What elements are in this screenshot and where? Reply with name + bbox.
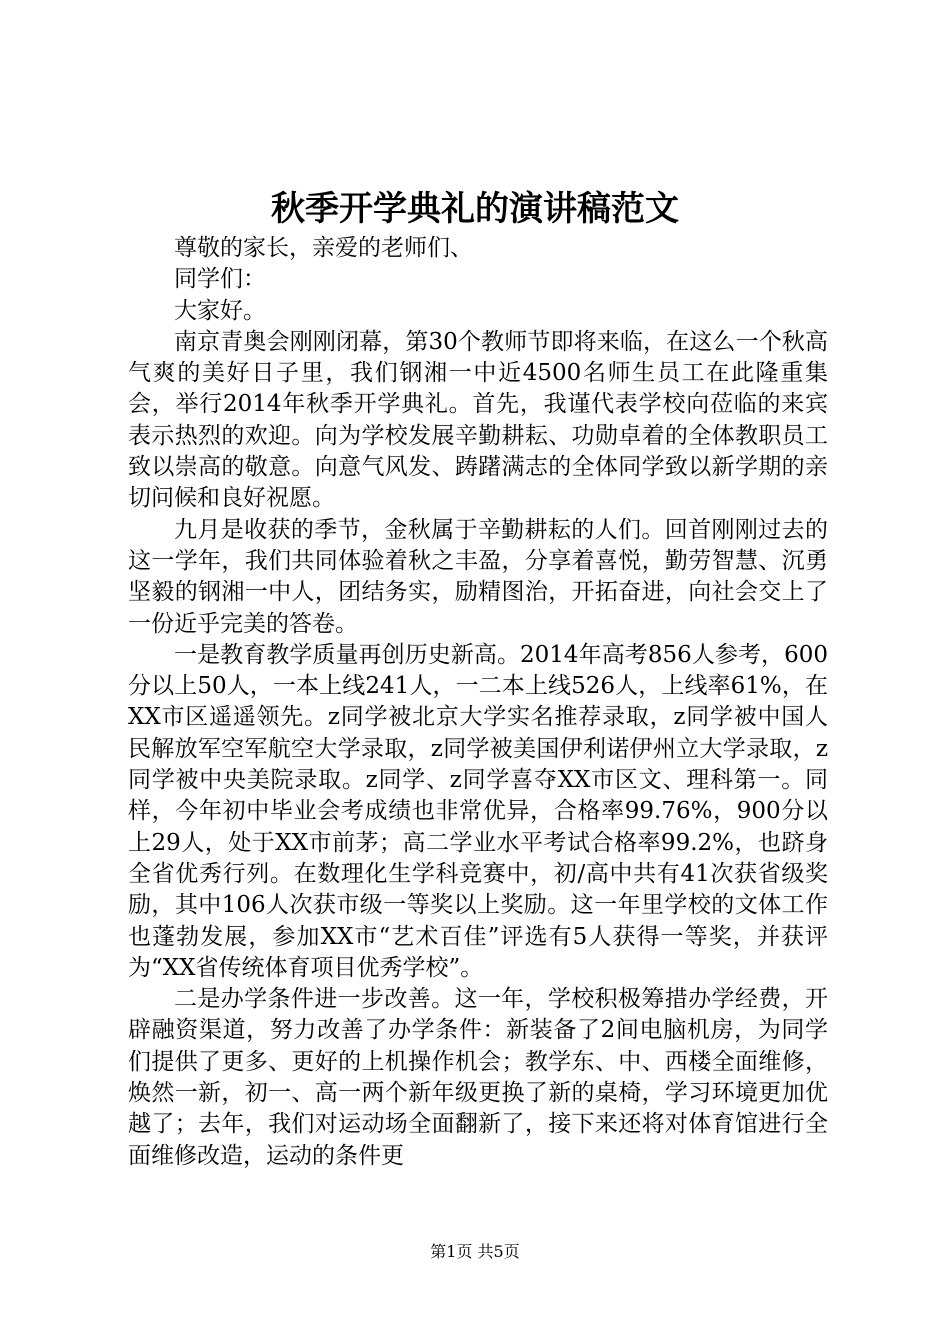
document-title: 秋季开学典礼的演讲稿范文 (271, 189, 679, 229)
greeting-line: 大家好。 (174, 297, 266, 324)
salutation-line: 尊敬的家长，亲爱的老师们、 (174, 235, 473, 261)
salutation-line: 同学们： (174, 266, 266, 293)
body-paragraph: 一是教育教学质量再创历史新高。2014年高考856人参考，600分以上50人，一本上线241人，一二本上线526人，上线率61%，在XX市区遥遥领先。z同学被北京大学实名推荐录取，z同学被中国人民解放军空军航空大学录取，z同学被美国伊利诺伊州立大学录取，z同学被中央美院录取。z同学、z同学喜夺XX市区文、理科第一。同样，今年初中毕业会考成绩也非常优异，合格率99.76%，900分以上29人，处于XX市前茅；高二学业水平考试合格率99.2%，也跻身全省优秀行列。在数理化生学科竞赛中，初/高中共有41次获省级奖励，其中106人次获市级一等奖以上奖励。这一年里学校的文体工作也蓬勃发展，参加XX市“艺术百佳”评选有5人获得一等奖，并获评为“XX省传统体育项目优秀学校”。 (128, 641, 828, 981)
body-paragraph: 九月是收获的季节，金秋属于辛勤耕耘的人们。回首刚刚过去的这一学年，我们共同体验着秋之丰盈，分享着喜悦，勤劳智慧、沉勇坚毅的钢湘一中人，团结务实，励精图治，开拓奋进，向社会交上了一份近乎完美的答卷。 (128, 516, 828, 637)
body-paragraph: 二是办学条件进一步改善。这一年，学校积极筹措办学经费，开辟融资渠道，努力改善了办学条件：新装备了2间电脑机房，为同学们提供了更多、更好的上机操作机会；教学东、中、西楼全面维修，焕然一新，初一、高一两个新年级更换了新的桌椅，学习环境更加优越了；去年，我们对运动场全面翻新了，接下来还将对体育馆进行全面维修改造，运动的条件更 (128, 986, 828, 1169)
body-paragraph: 南京青奥会刚刚闭幕，第30个教师节即将来临，在这么一个秋高气爽的美好日子里，我们钢湘一中近4500名师生员工在此隆重集会，举行2014年秋季开学典礼。首先，我谨代表学校向莅临的来宾表示热烈的欢迎。向为学校发展辛勤耕耘、功勋卓着的全体教职员工致以崇高的敬意。向意气风发、踌躇满志的全体同学致以新学期的亲切问候和良好祝愿。 (128, 328, 828, 512)
page-footer: 第1页 共5页 (430, 1242, 520, 1261)
document-body (128, 233, 828, 1172)
